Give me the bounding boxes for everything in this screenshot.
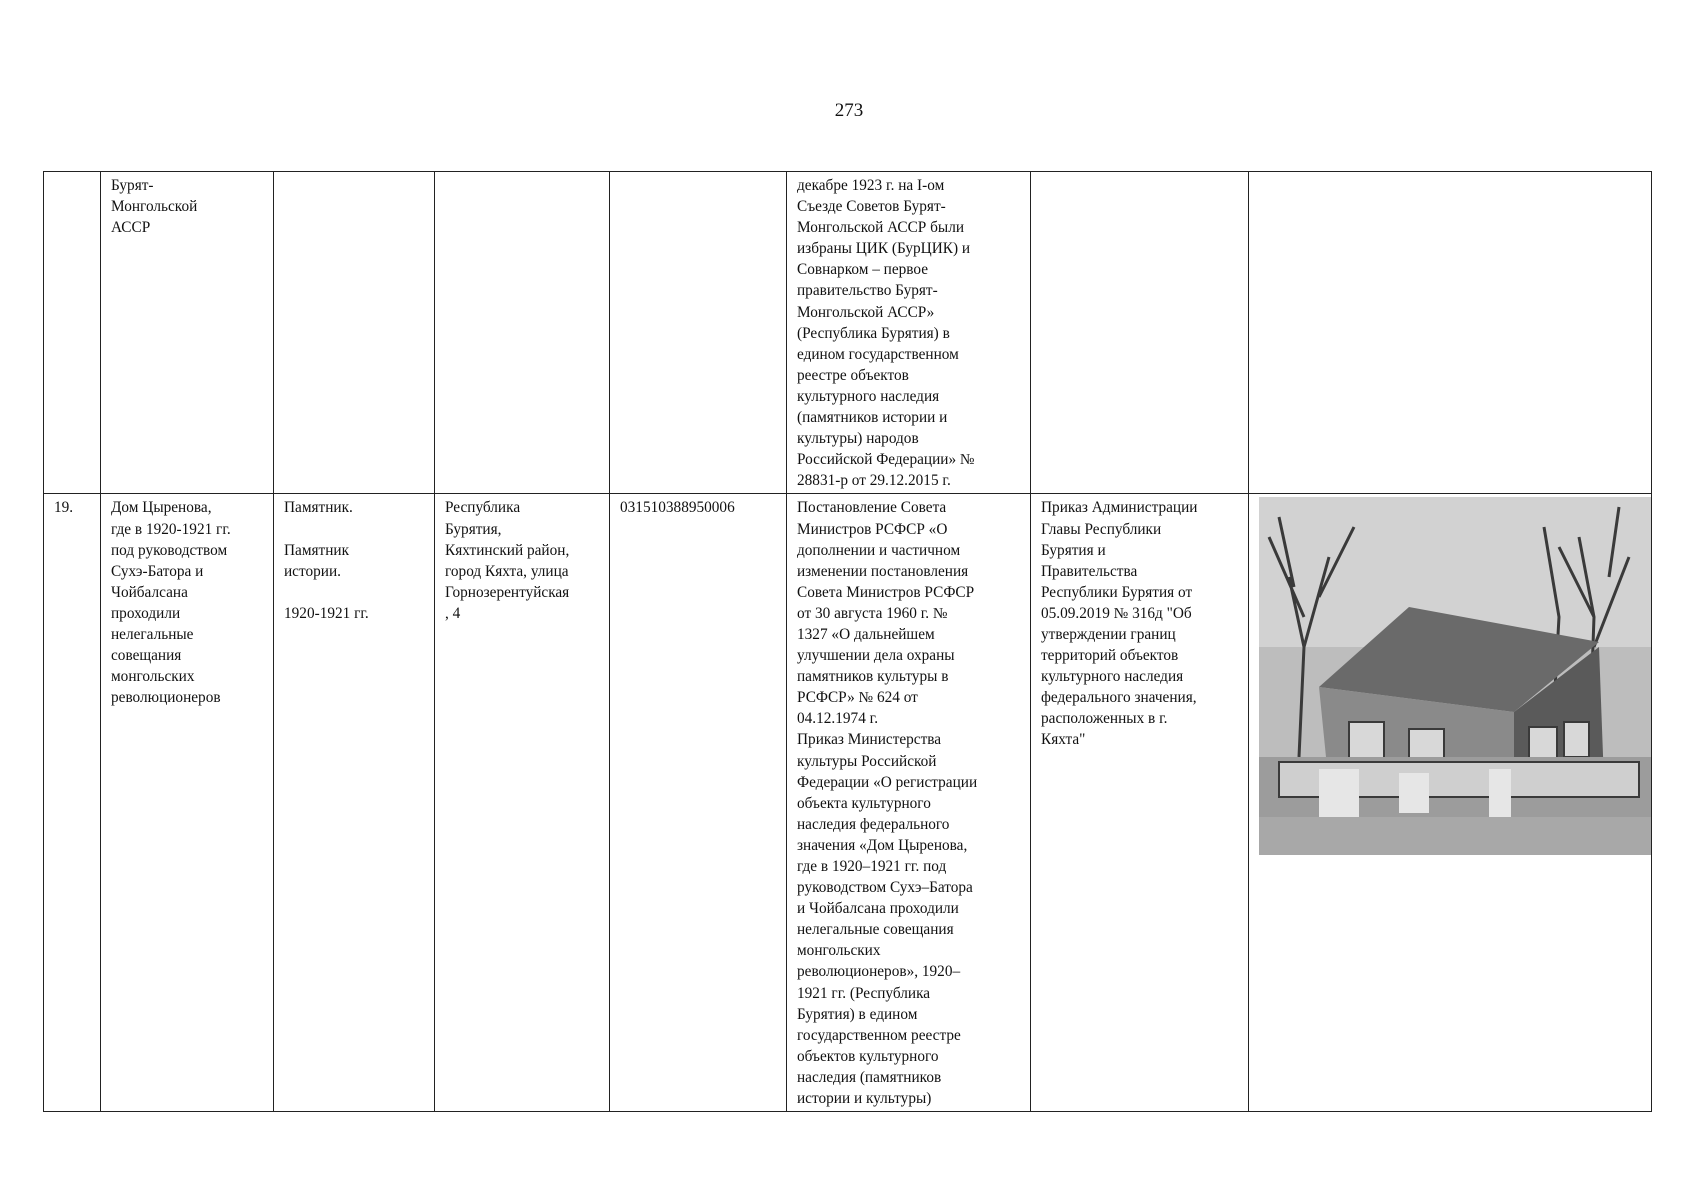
house-photo-drawing [1259, 497, 1651, 855]
cell-photo [1249, 172, 1652, 494]
cell-address [435, 172, 610, 494]
cell-number: 19. [44, 494, 101, 1112]
cell-registry-number: 031510388950006 [610, 494, 787, 1112]
cell-category: Памятник. Памятник истории. 1920-1921 гг. [274, 494, 435, 1112]
page-number: 273 [834, 100, 864, 121]
cell-documents: декабре 1923 г. на I-ом Съезде Советов Бурят- Монгольской АССР были избраны ЦИК (БурЦИК) и Совнарком – первое правительство Бурят- Монгольской АССР» (Республика Бурятия) в едином государственном реестре объектов культурного наследия (памятников истории и культуры) народов Российской Федерации» № 28831-р от 29.12.2015 г. [787, 172, 1031, 494]
cell-photo [1249, 494, 1652, 1112]
cell-boundaries [1031, 172, 1249, 494]
cell-category [274, 172, 435, 494]
cell-object-name: Бурят- Монгольской АССР [101, 172, 274, 494]
cell-registry-number [610, 172, 787, 494]
cell-object-name: Дом Цыренова, где в 1920-1921 гг. под руководством Сухэ-Батора и Чойбалсана проходили нелегальные совещания монгольских революционеров [101, 494, 274, 1112]
cell-address: Республика Бурятия, Кяхтинский район, город Кяхта, улица Горнозерентуйская , 4 [435, 494, 610, 1112]
heritage-registry-table [43, 171, 1652, 1112]
cell-boundaries: Приказ Администрации Главы Республики Бурятия и Правительства Республики Бурятия от 05.09.2019 № 316д "Об утверждении границ территорий объектов культурного наследия федерального значения, расположенных в г. Кяхта" [1031, 494, 1249, 1112]
table-row [44, 494, 1652, 1112]
cell-number [44, 172, 101, 494]
table-row [44, 172, 1652, 494]
cell-documents: Постановление Совета Министров РСФСР «О дополнении и частичном изменении постановления Совета Министров РСФСР от 30 августа 1960 г. № 1327 «О дальнейшем улучшении дела охраны памятников культуры в РСФСР» № 624 от 04.12.1974 г. Приказ Министерства культуры Российской Федерации «О регистрации объекта культурного наследия федерального значения «Дом Цыренова, где в 1920–1921 гг. под руководством Сухэ–Батора и Чойбалсана проходили нелегальные совещания монгольских революционеров», 1920– 1921 гг. (Республика Бурятия) в едином государственном реестре объектов культурного наследия (памятников истории и культуры) [787, 494, 1031, 1112]
house-photo [1259, 497, 1651, 855]
